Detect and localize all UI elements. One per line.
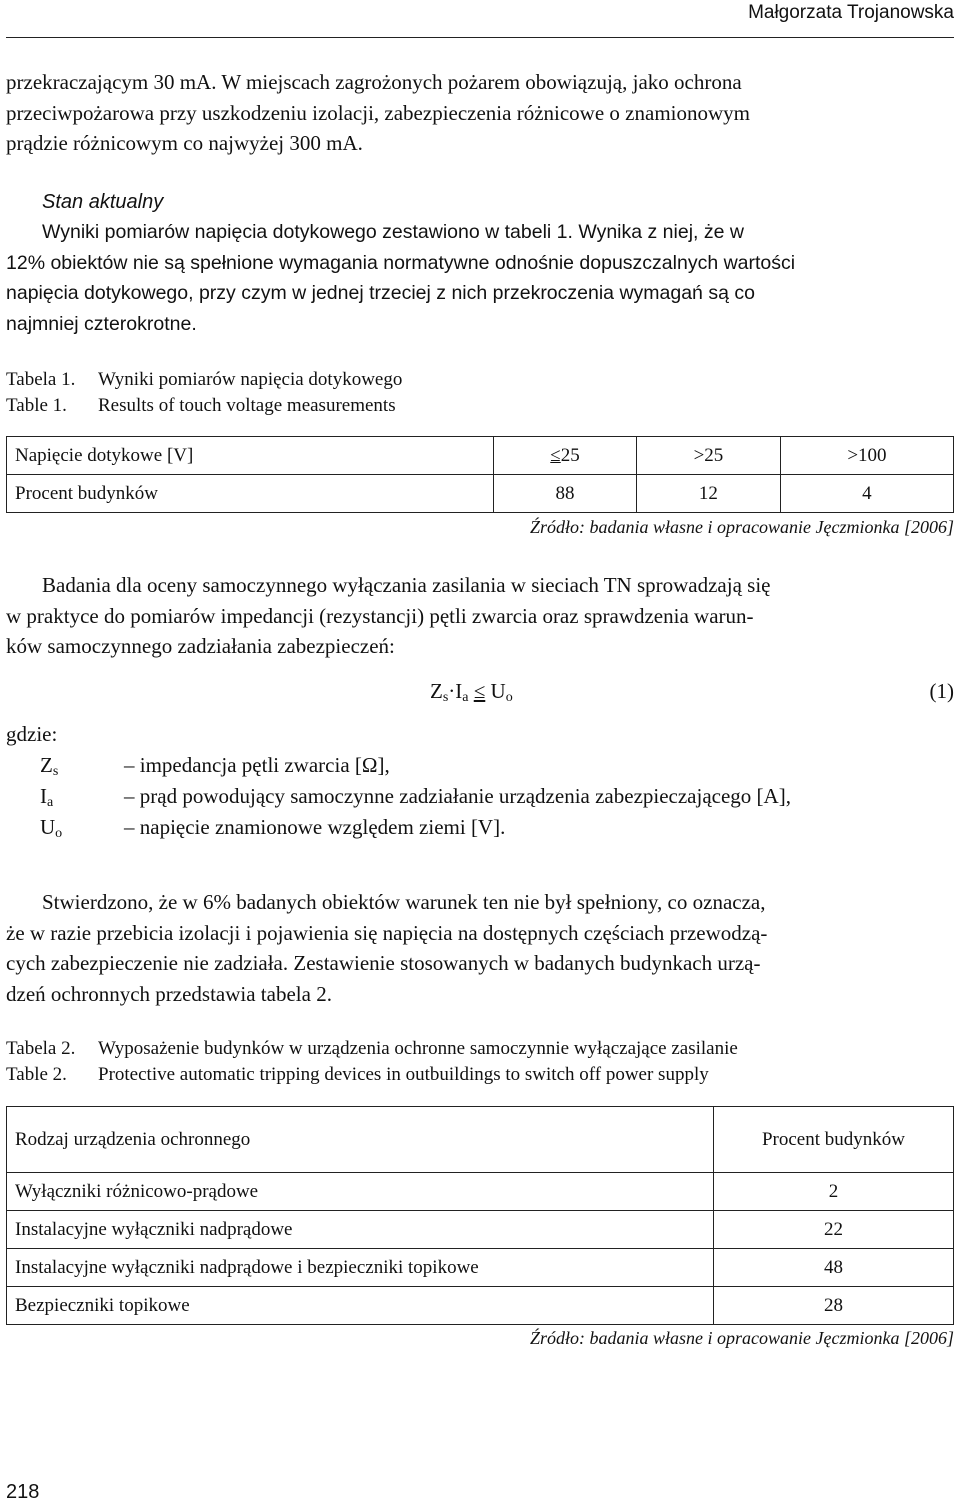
table-row	[7, 1287, 954, 1325]
table-row	[7, 1173, 954, 1211]
paragraph-1-line: prądzie różnicowym co najwyżej 300 mA.	[6, 131, 363, 155]
table-row	[7, 437, 954, 475]
equation-number: (1)	[929, 679, 954, 703]
table-cell: >25	[637, 437, 781, 475]
paragraph-1-line: przeciwpożarowa przy uszkodzeniu izolacji, zabezpieczenia różnicowe o znamionowym	[6, 100, 750, 125]
table-cell: Napięcie dotykowe [V]	[7, 437, 494, 475]
table-row	[7, 1211, 954, 1249]
paragraph-3-line: w praktyce do pomiarów impedancji (rezystancji) pętli zwarcia oraz sprawdzenia warun-	[6, 603, 754, 628]
table-cell: >100	[780, 437, 953, 475]
header-rule	[6, 37, 954, 38]
paragraph-4-line: cych zabezpieczenie nie zadziała. Zestawienie stosowanych w badanych budynkach urzą-	[6, 951, 761, 975]
paragraph-4-line: że w razie przebicia izolacji i pojawienia się napięcia na dostępnych częściach przewodzą-	[6, 920, 768, 945]
table-cell: Instalacyjne wyłączniki nadprądowe i bezpieczniki topikowe	[7, 1249, 714, 1287]
paragraph-4	[6, 887, 954, 1009]
table-cell: 12	[637, 475, 781, 513]
table-row	[7, 475, 954, 513]
table-cell: Bezpieczniki topikowe	[7, 1287, 714, 1325]
paragraph-1	[6, 67, 954, 159]
paragraph-4-line: dzeń ochronnych przedstawia tabela 2.	[6, 981, 332, 1006]
paragraph-4-line: Stwierdzono, że w 6% badanych obiektów warunek ten nie był spełniony, co oznacza,	[42, 890, 766, 914]
table-2-source: Źródło: badania własne i opracowanie Jęczmionka [2006]	[530, 1328, 954, 1348]
definitions-where: gdzie:	[6, 722, 58, 746]
table-cell: 28	[714, 1287, 954, 1325]
page-number: 218	[6, 1481, 40, 1503]
table-row	[7, 1249, 954, 1287]
table-cell: Instalacyjne wyłączniki nadprądowe	[7, 1211, 714, 1249]
table-cell: ≤25	[494, 437, 637, 475]
paragraph-1-line: przekraczającym 30 mA. W miejscach zagrożonych pożarem obowiązują, jako ochrona	[6, 70, 742, 94]
table-1-source: Źródło: badania własne i opracowanie Jęczmionka [2006]	[530, 517, 954, 537]
paragraph-3-line: Badania dla oceny samoczynnego wyłączania zasilania w sieciach TN sprowadzają się	[42, 573, 771, 597]
table-cell: 88	[494, 475, 637, 513]
paragraph-3-line: ków samoczynnego zadziałania zabezpieczeń:	[6, 634, 395, 658]
paragraph-2-line: 12% obiektów nie są spełnione wymagania normatywne odnośnie dopuszczalnych wartości	[6, 251, 796, 274]
table-1	[6, 436, 954, 513]
definition-item: $U_o$ – napięcie znamionowe względem ziemi [V].	[40, 815, 506, 841]
paragraph-2	[6, 217, 954, 339]
table-header-cell: Procent budynków	[714, 1107, 954, 1173]
table-2-caption: Tabela 2. Wyposażenie budynków w urządzenia ochronne samoczynnie wyłączające zasilanie Table 2. Protective automatic tripping devices in outbuildings to switch off power supply	[6, 1038, 738, 1085]
table-cell: 2	[714, 1173, 954, 1211]
table-cell: 22	[714, 1211, 954, 1249]
paragraph-2-line: napięcia dotykowego, przy czym w jednej trzeciej z nich przekroczenia wymagań są co	[6, 282, 755, 304]
paragraph-2-line: najmniej czterokrotne.	[6, 312, 197, 335]
table-header-row	[7, 1107, 954, 1173]
running-header-author: Małgorzata Trojanowska	[748, 2, 954, 23]
definition-item: $Z_s$ – impedancja pętli zwarcia [Ω],	[40, 753, 390, 779]
table-cell: 4	[780, 475, 953, 513]
paragraph-2-line: Wyniki pomiarów napięcia dotykowego zestawiono w tabeli 1. Wynika z niej, że w	[42, 221, 744, 243]
table-2	[6, 1106, 954, 1325]
table-header-cell: Rodzaj urządzenia ochronnego	[7, 1107, 714, 1173]
definition-item: $I_a$ – prąd powodujący samoczynne zadziałanie urządzenia zabezpieczającego [A],	[40, 784, 791, 810]
table-cell: Procent budynków	[7, 475, 494, 513]
equation-1: $Z_s\cdot I_a \le U_o$	[430, 679, 513, 705]
table-1-caption: Tabela 1. Wyniki pomiarów napięcia dotykowego Table 1. Results of touch voltage measurements	[6, 369, 403, 416]
paragraph-3	[6, 570, 954, 662]
table-cell: 48	[714, 1249, 954, 1287]
section-title: Stan aktualny	[42, 191, 164, 213]
table-cell: Wyłączniki różnicowo-prądowe	[7, 1173, 714, 1211]
